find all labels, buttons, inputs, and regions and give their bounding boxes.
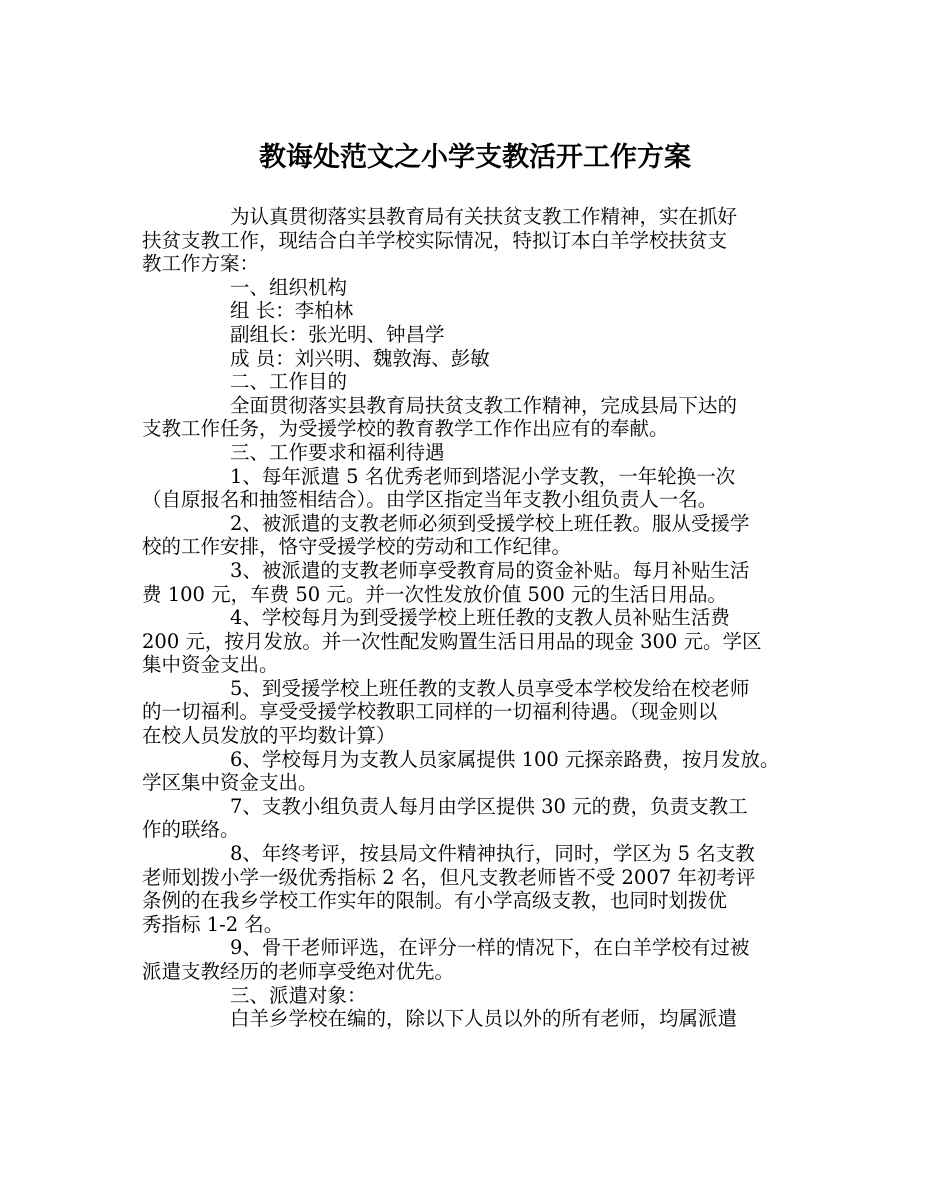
body-text-line: 派遣支教经历的老师享受绝对优先。 xyxy=(142,960,455,983)
body-text-line: （自原报名和抽签相结合）。由学区指定当年支教小组负责人一名。 xyxy=(142,488,718,512)
body-text-line: 副组长：张光明、钟昌学 xyxy=(230,322,445,346)
document-body xyxy=(142,205,812,1031)
body-text-line: 5、到受援学校上班任教的支教人员享受本学校发给在校老师 xyxy=(230,676,750,700)
body-text-line: 组 长：李柏林 xyxy=(230,299,354,323)
body-text-line: 9、骨干老师评选，在评分一样的情况下，在白羊学校有过被 xyxy=(230,936,750,960)
document-title: 教诲处范文之小学支教活开工作方案 xyxy=(259,142,691,173)
body-text-line: 秀指标 1-2 名。 xyxy=(142,912,284,936)
body-text-line: 三、派遣对象： xyxy=(230,983,367,1007)
body-text-line: 6、学校每月为支教人员家属提供 100 元探亲路费，按月发放。 xyxy=(230,747,780,771)
body-text-line: 7、支教小组负责人每月由学区提供 30 元的费，负责支教工 xyxy=(230,794,748,818)
body-text-line: 200 元，按月发放。并一次性配发购置生活日用品的现金 300 元。学区 xyxy=(142,629,762,653)
body-text-line: 在校人员发放的平均数计算） xyxy=(142,724,396,748)
body-text-line: 集中资金支出。 xyxy=(142,653,279,677)
body-text-line: 教工作方案： xyxy=(142,252,260,276)
body-text-line: 8、年终考评，按县局文件精神执行，同时，学区为 5 名支教 xyxy=(230,842,755,866)
body-text-line: 校的工作安排，恪守受援学校的劳动和工作纪律。 xyxy=(142,535,572,559)
body-text-line: 白羊乡学校在编的，除以下人员以外的所有老师，均属派遣 xyxy=(230,1007,738,1031)
body-text-line: 3、被派遣的支教老师享受教育局的资金补贴。每月补贴生活 xyxy=(230,558,750,582)
body-text-line: 支教工作任务，为受援学校的教育教学工作作出应有的奉献。 xyxy=(142,417,669,441)
body-text-line: 老师划拨小学一级优秀指标 2 名，但凡支教老师皆不受 2007 年初考评 xyxy=(142,865,756,889)
body-text-line: 为认真贯彻落实县教育局有关扶贫支教工作精神，实在抓好 xyxy=(230,205,738,228)
body-text-line: 一、组织机构 xyxy=(230,275,348,299)
body-text-line: 费 100 元，车费 50 元。并一次性发放价值 500 元的生活日用品。 xyxy=(142,582,727,606)
body-text-line: 2、被派遣的支教老师必须到受援学校上班任教。服从受援学 xyxy=(230,511,750,535)
body-text-line: 三、工作要求和福利待遇 xyxy=(230,440,445,464)
body-text-line: 扶贫支教工作，现结合白羊学校实际情况，特拟订本白羊学校扶贫支 xyxy=(142,228,728,252)
body-text-line: 条例的在我乡学校工作实年的限制。有小学高级支教，也同时划拨优 xyxy=(142,889,728,913)
body-text-line: 成 员：刘兴明、魏敦海、彭敏 xyxy=(230,346,490,370)
body-text-line: 全面贯彻落实县教育局扶贫支教工作精神，完成县局下达的 xyxy=(230,393,738,417)
body-text-line: 4、学校每月为到受援学校上班任教的支教人员补贴生活费 xyxy=(230,606,730,630)
body-text-line: 1、每年派遣 5 名优秀老师到塔泥小学支教，一年轮换一次 xyxy=(230,464,736,488)
body-text-line: 二、工作目的 xyxy=(230,370,348,394)
body-text-line: 作的联络。 xyxy=(142,818,240,842)
body-text-line: 的一切福利。享受受援学校教职工同样的一切福利待遇。（现金则以 xyxy=(142,700,718,724)
body-text-line: 学区集中资金支出。 xyxy=(142,771,318,795)
